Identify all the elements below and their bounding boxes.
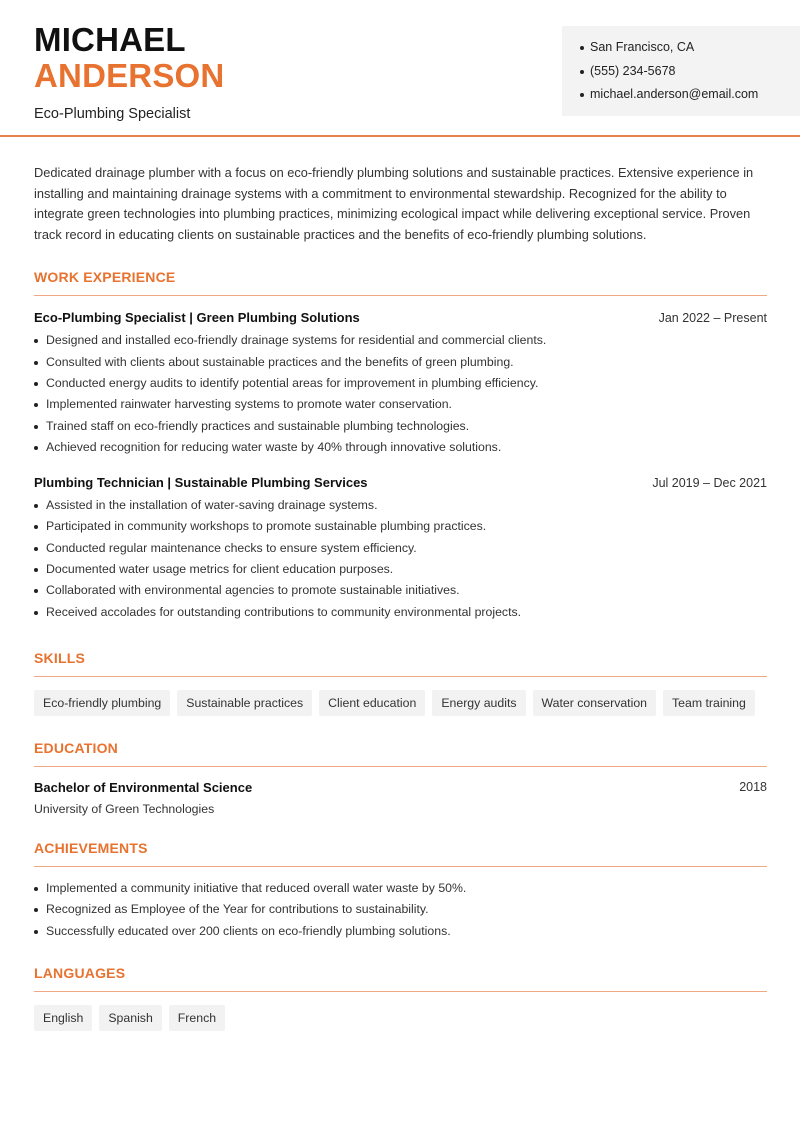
list-item-text: Collaborated with environmental agencies to promote sustainable initiatives. bbox=[46, 583, 460, 598]
list-item bbox=[34, 355, 767, 376]
language-tag: Spanish bbox=[99, 1005, 161, 1031]
contact-box bbox=[562, 26, 800, 116]
bullet-icon bbox=[34, 382, 38, 386]
list-item-text: Trained staff on eco-friendly practices and sustainable plumbing technologies. bbox=[46, 418, 470, 433]
job-dates: Jul 2019 – Dec 2021 bbox=[652, 476, 767, 491]
list-item bbox=[34, 881, 767, 902]
language-tag: English bbox=[34, 1005, 92, 1031]
contact-location bbox=[580, 40, 800, 64]
bullet-icon bbox=[34, 887, 38, 891]
section-title-languages: LANGUAGES bbox=[34, 965, 767, 992]
job-bullets bbox=[34, 498, 767, 626]
bullet-icon bbox=[580, 46, 584, 50]
education-year: 2018 bbox=[739, 779, 767, 794]
section-title-skills: SKILLS bbox=[34, 650, 767, 677]
bullet-icon bbox=[580, 70, 584, 74]
education-school: University of Green Technologies bbox=[34, 801, 215, 816]
job-role: Plumbing Technician | Sustainable Plumbing Services bbox=[34, 475, 368, 491]
bullet-icon bbox=[34, 547, 38, 551]
education-degree: Bachelor of Environmental Science bbox=[34, 779, 253, 795]
list-item bbox=[34, 419, 767, 440]
name-block bbox=[34, 22, 224, 122]
section-title-achievements: ACHIEVEMENTS bbox=[34, 840, 767, 867]
bullet-icon bbox=[34, 504, 38, 508]
education-entry bbox=[34, 780, 767, 816]
achievements-list bbox=[34, 881, 767, 945]
job-entry bbox=[34, 310, 767, 461]
bullet-icon bbox=[34, 930, 38, 934]
skill-tag: Sustainable practices bbox=[177, 690, 312, 716]
list-item-text: Achieved recognition for reducing water waste by 40% through innovative solutions. bbox=[46, 439, 502, 454]
list-item-text: Recognized as Employee of the Year for contributions to sustainability. bbox=[46, 902, 429, 917]
education-header bbox=[34, 780, 767, 795]
list-item-text: Implemented rainwater harvesting systems to promote water conservation. bbox=[46, 397, 452, 412]
contact-phone-text: (555) 234-5678 bbox=[590, 63, 676, 78]
bullet-icon bbox=[34, 525, 38, 529]
contact-email-text: michael.anderson@email.com bbox=[590, 87, 759, 101]
section-title-education: EDUCATION bbox=[34, 740, 767, 767]
languages-list bbox=[34, 1005, 767, 1031]
skills-list bbox=[34, 690, 767, 716]
resume-header bbox=[0, 0, 800, 137]
resume-body bbox=[34, 163, 767, 1031]
bullet-icon bbox=[34, 446, 38, 450]
job-header bbox=[34, 475, 767, 490]
job-role: Eco-Plumbing Specialist | Green Plumbing Solutions bbox=[34, 310, 360, 326]
section-title-work: WORK EXPERIENCE bbox=[34, 269, 767, 296]
list-item bbox=[34, 541, 767, 562]
list-item bbox=[34, 605, 767, 626]
bullet-icon bbox=[34, 568, 38, 572]
list-item-text: Conducted energy audits to identify potential areas for improvement in plumbing efficiency. bbox=[46, 375, 539, 390]
list-item bbox=[34, 902, 767, 923]
bullet-icon bbox=[34, 611, 38, 615]
list-item bbox=[34, 924, 767, 945]
list-item-text: Conducted regular maintenance checks to ensure system efficiency. bbox=[46, 540, 417, 555]
bullet-icon bbox=[34, 589, 38, 593]
contact-email bbox=[580, 87, 800, 111]
bullet-icon bbox=[34, 425, 38, 429]
job-header bbox=[34, 310, 767, 325]
skill-tag: Energy audits bbox=[432, 690, 525, 716]
list-item-text: Consulted with clients about sustainable practices and the benefits of green plumbing. bbox=[46, 354, 514, 369]
job-dates: Jan 2022 – Present bbox=[658, 311, 767, 326]
bullet-icon bbox=[34, 339, 38, 343]
list-item bbox=[34, 376, 767, 397]
bullet-icon bbox=[34, 908, 38, 912]
first-name: MICHAEL bbox=[34, 21, 186, 58]
bullet-icon bbox=[580, 93, 584, 97]
summary: Dedicated drainage plumber with a focus on eco-friendly plumbing solutions and sustainable practices. Extensive experience in installing and maintaining drainage systems with a commitment to environmental stewardship. Recognized for the ability to integrate green technologies into plumbing practices, minimizing ecological impact while delivering exceptional service. Proven track record in educating clients on sustainable practices and the benefits of eco-friendly plumbing solutions. bbox=[34, 165, 754, 242]
list-item bbox=[34, 498, 767, 519]
skill-tag: Team training bbox=[663, 690, 755, 716]
list-item bbox=[34, 397, 767, 418]
skill-tag: Water conservation bbox=[533, 690, 656, 716]
list-item bbox=[34, 333, 767, 354]
list-item-text: Participated in community workshops to promote sustainable plumbing practices. bbox=[46, 519, 487, 534]
last-name: ANDERSON bbox=[34, 57, 225, 94]
bullet-icon bbox=[34, 403, 38, 407]
bullet-icon bbox=[34, 361, 38, 365]
job-bullets bbox=[34, 333, 767, 461]
language-tag: French bbox=[169, 1005, 225, 1031]
job-title: Eco-Plumbing Specialist bbox=[34, 106, 191, 122]
list-item-text: Successfully educated over 200 clients on eco-friendly plumbing solutions. bbox=[46, 923, 451, 938]
list-item bbox=[34, 562, 767, 583]
list-item-text: Implemented a community initiative that reduced overall water waste by 50%. bbox=[46, 880, 467, 895]
list-item-text: Designed and installed eco-friendly drainage systems for residential and commercial clients. bbox=[46, 333, 547, 348]
contact-phone bbox=[580, 64, 800, 88]
list-item-text: Received accolades for outstanding contributions to community environmental projects. bbox=[46, 604, 522, 619]
list-item bbox=[34, 583, 767, 604]
skill-tag: Client education bbox=[319, 690, 425, 716]
contact-location-text: San Francisco, CA bbox=[590, 40, 695, 54]
list-item-text: Documented water usage metrics for client education purposes. bbox=[46, 562, 394, 577]
list-item-text: Assisted in the installation of water-saving drainage systems. bbox=[46, 498, 378, 513]
job-entry bbox=[34, 475, 767, 626]
skill-tag: Eco-friendly plumbing bbox=[34, 690, 170, 716]
list-item bbox=[34, 519, 767, 540]
list-item bbox=[34, 440, 767, 461]
